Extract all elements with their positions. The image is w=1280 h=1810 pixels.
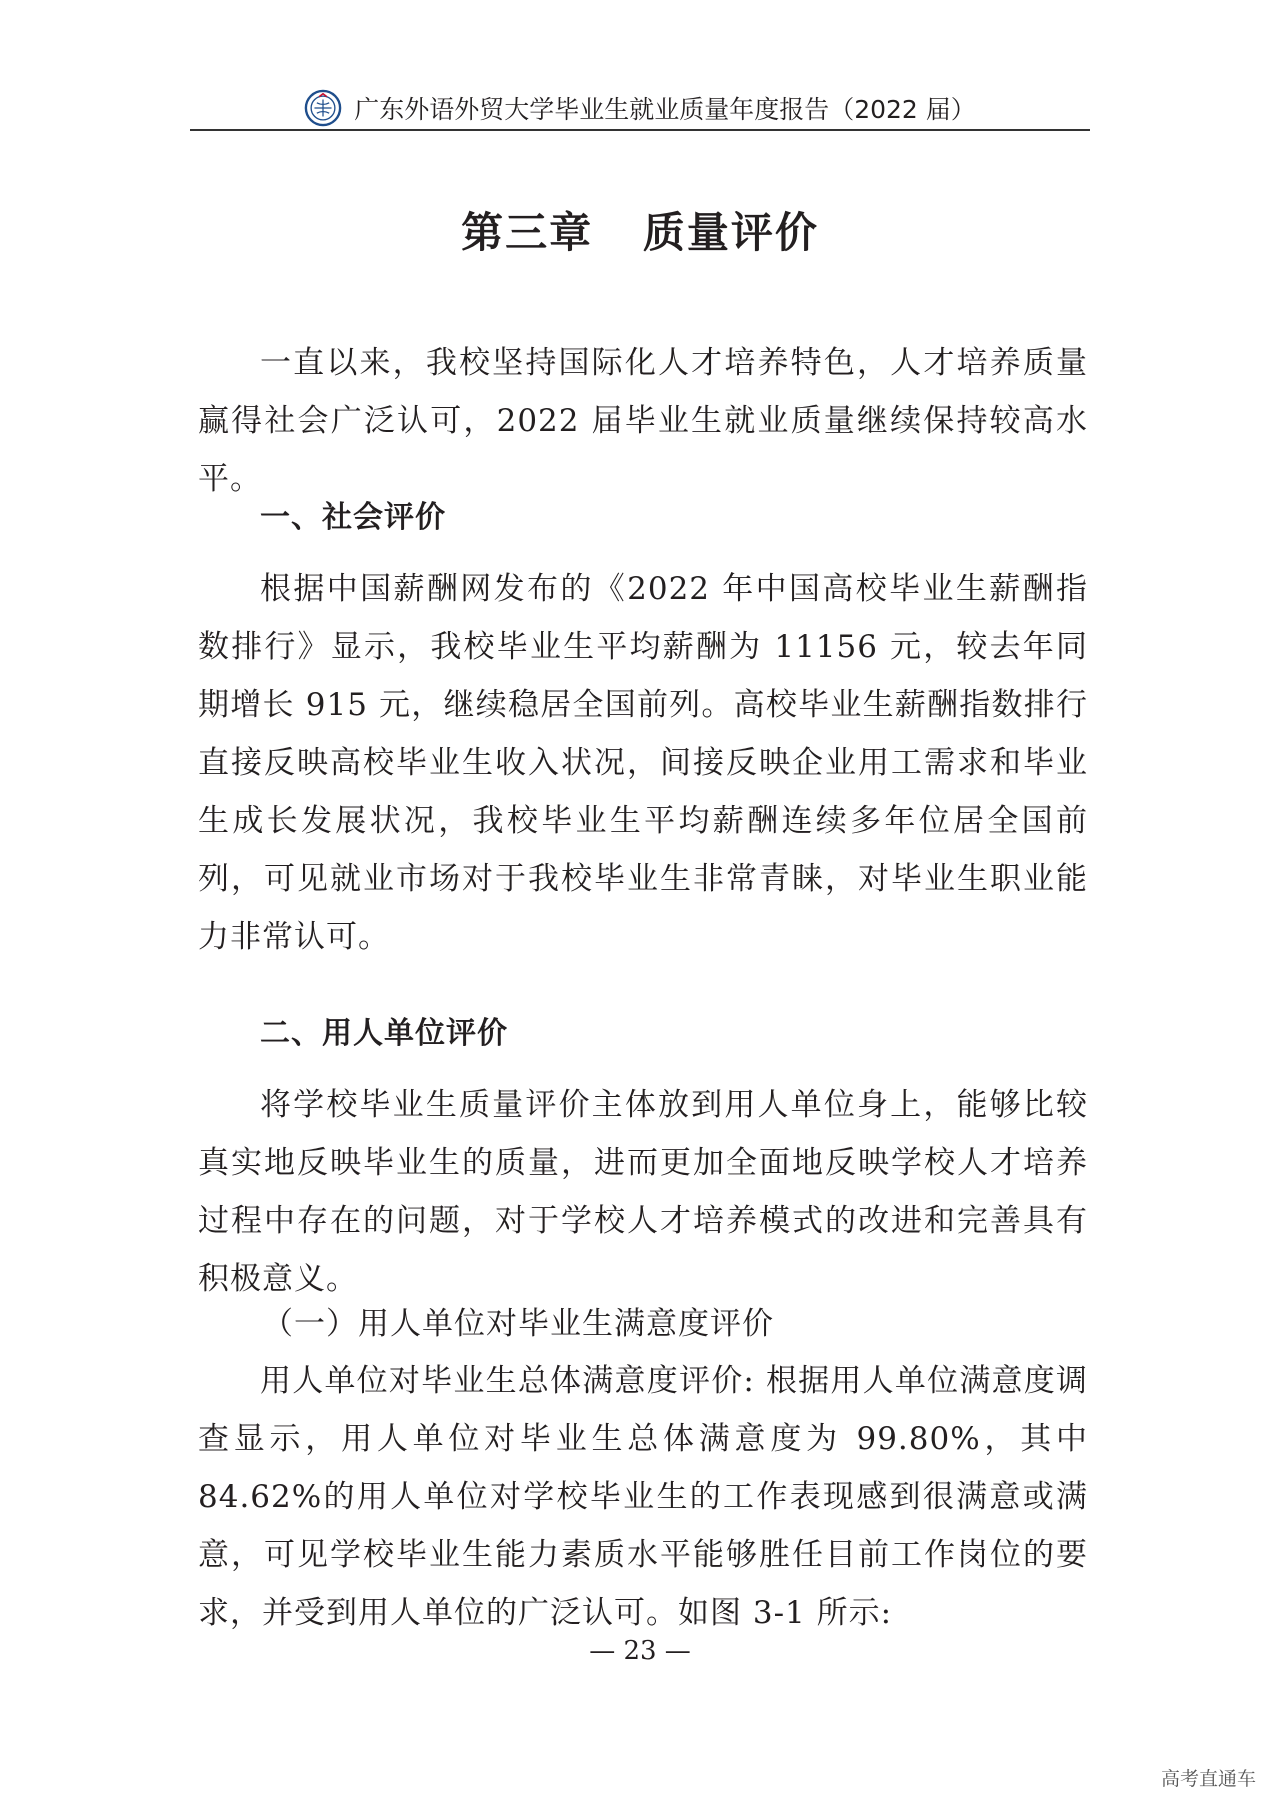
subsection-heading-satisfaction: （一）用人单位对毕业生满意度评价	[262, 1306, 774, 1342]
chapter-title: 第三章 质量评价	[461, 208, 819, 257]
employer-evaluation-paragraph: 将学校毕业生质量评价主体放到用人单位身上，能够比较真实地反映毕业生的质量，进而更加全面地反映学校人才培养过程中存在的问题，对于学校人才培养模式的改进和完善具有积极意义。	[198, 1087, 1088, 1297]
header-title: 广东外语外贸大学毕业生就业质量年度报告（2022 届）	[354, 95, 976, 124]
page-number: — 23 —	[589, 1636, 691, 1666]
section-heading-social: 一、社会评价	[260, 500, 446, 535]
header-divider	[190, 129, 1090, 131]
section-heading-employer: 二、用人单位评价	[260, 1016, 508, 1051]
intro-paragraph: 一直以来，我校坚持国际化人才培养特色，人才培养质量赢得社会广泛认可，2022 届毕业生就业质量继续保持较高水平。	[198, 345, 1088, 497]
watermark-text: 高考直通车	[1160, 1768, 1256, 1790]
page-header	[190, 88, 1090, 128]
satisfaction-paragraph: 用人单位对毕业生总体满意度评价: 根据用人单位满意度调查显示，用人单位对毕业生总体满意度为 99.80%，其中 84.62%的用人单位对学校毕业生的工作表现感到很满意或满意，可见学校毕业生能力素质水平能够胜任目前工作岗位的要求，并受到用人单位的广泛认可。如图 3-1 所示:	[198, 1363, 1088, 1631]
social-evaluation-paragraph: 根据中国薪酬网发布的《2022 年中国高校毕业生薪酬指数排行》显示，我校毕业生平均薪酬为 11156 元，较去年同期增长 915 元，继续稳居全国前列。高校毕业生薪酬指数排行直接反映高校毕业生收入状况，间接反映企业用工需求和毕业生成长发展状况，我校毕业生平均薪酬连续多年位居全国前列，可见就业市场对于我校毕业生非常青睐，对毕业生职业能力非常认可。	[198, 571, 1088, 955]
university-seal-icon	[304, 89, 342, 127]
